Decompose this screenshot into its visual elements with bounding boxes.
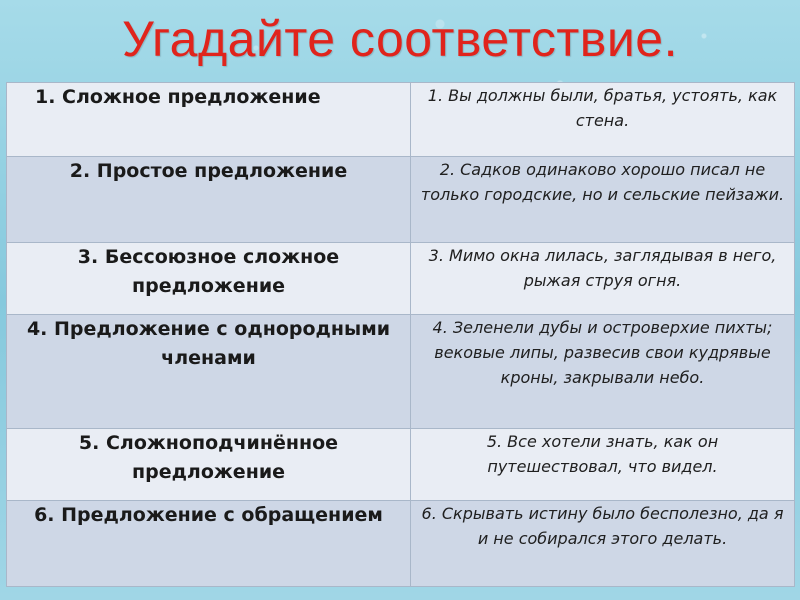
table-row (7, 157, 795, 243)
table-row (7, 429, 795, 501)
example-cell: 5. Все хотели знать, как он путешествовал, что видел. (411, 429, 795, 501)
term-cell: 3. Бессоюзное сложное предложение (7, 243, 411, 315)
example-cell: 6. Скрывать истину было бесполезно, да я и не собирался этого делать. (411, 501, 795, 587)
table-row (7, 315, 795, 429)
example-cell: 1. Вы должны были, братья, устоять, как стена. (411, 83, 795, 157)
table-row (7, 501, 795, 587)
example-cell: 3. Мимо окна лилась, заглядывая в него, рыжая струя огня. (411, 243, 795, 315)
example-cell: 4. Зеленели дубы и островерхие пихты; вековые липы, развесив свои кудрявые кроны, закрывали небо. (411, 315, 795, 429)
term-cell: 2. Простое предложение (7, 157, 411, 243)
term-cell: 1. Сложное предложение (7, 83, 411, 157)
matching-table (6, 82, 795, 587)
slide-title: Угадайте соответствие. (122, 11, 678, 67)
table-row (7, 83, 795, 157)
example-cell: 2. Садков одинаково хорошо писал не только городские, но и сельские пейзажи. (411, 157, 795, 243)
term-cell: 5. Сложноподчинённое предложение (7, 429, 411, 501)
term-cell: 4. Предложение с однородными членами (7, 315, 411, 429)
table-row (7, 243, 795, 315)
term-cell: 6. Предложение с обращением (7, 501, 411, 587)
